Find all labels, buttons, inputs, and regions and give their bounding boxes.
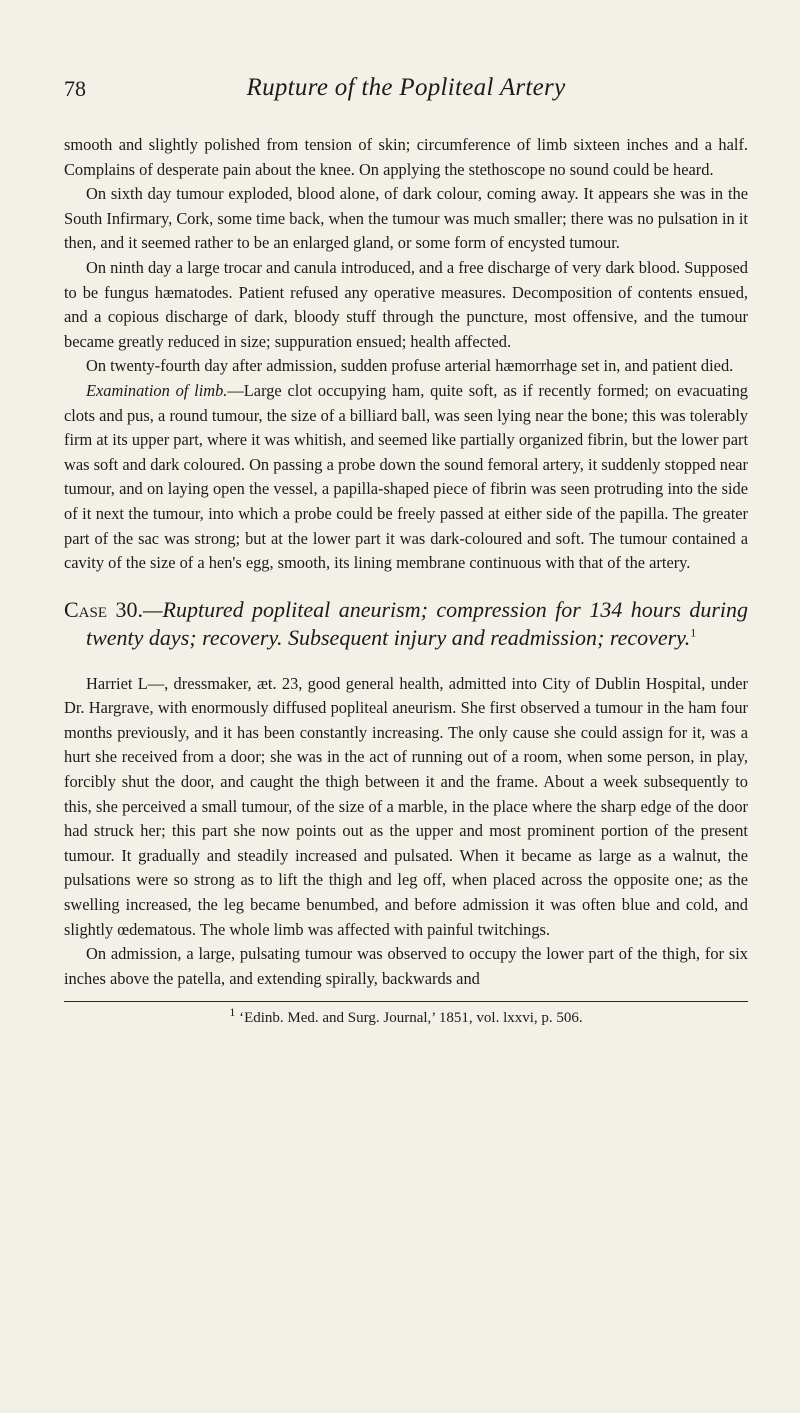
case-title: —Ruptured popliteal aneurism; compression for 134 hours during twenty days; recovery. Subsequent injury and readmission; recovery.	[86, 596, 749, 650]
running-title: Rupture of the Popliteal Artery	[246, 74, 566, 101]
paragraph: On twenty-fourth day after admission, sudden profuse arterial hæmorrhage set in, and patient died.	[86, 356, 734, 376]
case-heading	[64, 596, 748, 652]
page-number: 78	[64, 76, 86, 101]
case-label: Case 30.	[64, 596, 143, 622]
footnote-text: ‘Edinb. Med. and Surg. Journal,’ 1851, vol. lxxvi, p. 506.	[239, 1010, 583, 1027]
paragraph: On ninth day a large trocar and canula introduced, and a free discharge of very dark blood. Supposed to be fungus hæmatodes. Patient refused any operative measures. Decomposition of contents ensued, and a copious discharge of dark, bloody stuff through the puncture, most offensive, and the tumour became greatly reduced in size; suppuration ensued; health affected.	[64, 257, 748, 351]
examination-text: —Large clot occupying ham, quite soft, as if recently formed; on evacuating clots and pus, a round tumour, the size of a billiard ball, was seen lying near the bone; this was tolerably firm at its upper part, where it was whitish, and seemed like partially organized fibrin, but the lower part was soft and dark coloured. On passing a probe down the sound femoral artery, it suddenly stopped near tumour, and on laying open the vessel, a papilla-shaped piece of fibrin was seen protruding into the side of it next the tumour, into which a probe could be freely passed at either side of the papilla. The greater part of the sac was strong; but at the lower part it was dark-coloured and soft. The tumour contained a cavity of the size of a hen's egg, smooth, its lining membrane continuous with that of the artery.	[64, 380, 748, 573]
paragraph: smooth and slightly polished from tension of skin; circumference of limb sixteen inches and a half. Complains of desperate pain about the knee. On applying the stethoscope no sound could be heard.	[64, 135, 748, 179]
paragraph: Harriet L—, dressmaker, æt. 23, good general health, admitted into City of Dublin Hospital, under Dr. Hargrave, with enormously diffused popliteal aneurism. She first observed a tumour in the ham four months previously, and it has been constantly increasing. The only cause she could assign for it, was a hurt she received from a door; she was in the act of running out of a room, when some person, in play, forcibly shut the door, and caught the thigh between it and the frame. About a week subsequently to this, she perceived a small tumour, of the size of a marble, in the place where the sharp edge of the door had struck her; this part she now points out as the upper and most prominent portion of the present tumour. It gradually and steadily increased and pulsated. When it became as large as a walnut, the pulsations were so strong as to lift the thigh and leg off, when placed across the opposite one; as the swelling increased, the leg became benumbed, and before admission it was often blue and cold, and slightly œdematous. The whole limb was affected with painful twitchings.	[64, 673, 748, 939]
footnote-divider	[64, 1001, 748, 1002]
footnote-reference: 1	[690, 625, 697, 640]
footnote	[64, 1005, 748, 1027]
body-text	[64, 133, 748, 991]
examination-lead: Examination of limb.	[86, 380, 228, 400]
footnote-mark: 1	[229, 1005, 236, 1020]
page-header	[64, 62, 748, 106]
examination-paragraph	[64, 379, 748, 576]
paragraph: On sixth day tumour exploded, blood alone, of dark colour, coming away. It appears she was in the South Infirmary, Cork, some time back, when the tumour was much smaller; there was no pulsation in it then, and it seemed rather to be an enlarged gland, or some form of encysted tumour.	[64, 184, 748, 253]
paragraph: On admission, a large, pulsating tumour was observed to occupy the lower part of the thigh, for six inches above the patella, and extending spirally, backwards and	[64, 944, 748, 988]
